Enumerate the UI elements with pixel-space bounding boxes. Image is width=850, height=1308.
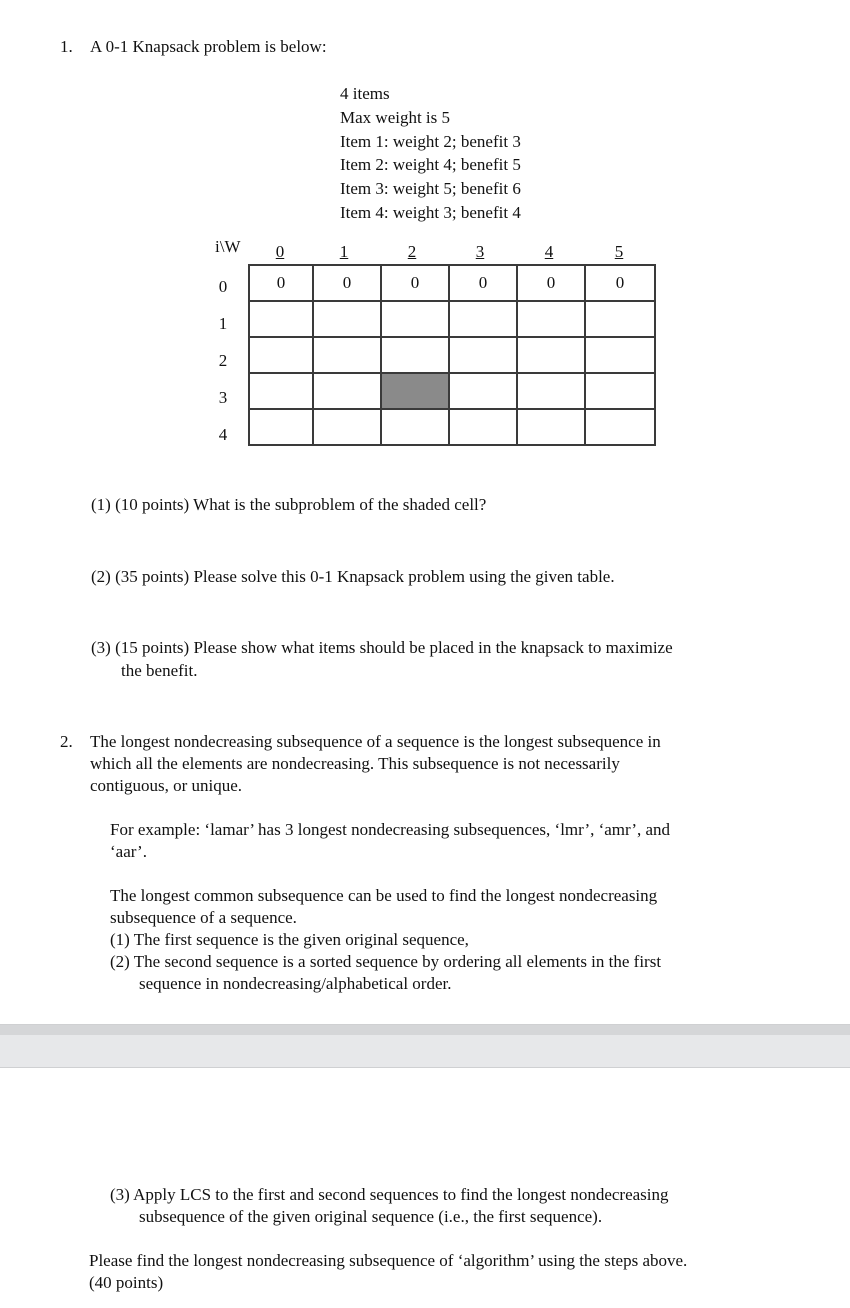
table-cell-r1-c2 (381, 301, 449, 337)
q2-intro-line-3: contiguous, or unique. (90, 776, 243, 795)
q1-number: 1. (60, 37, 73, 56)
row-header-2: 2 (218, 351, 228, 370)
q2-step-3-line-2: subsequence of the given original sequence (i.e., the first sequence). (139, 1207, 603, 1226)
table-cell-r2-c0 (249, 337, 313, 373)
table-cell-r4-c5 (585, 409, 655, 445)
q1-part-3: (3) (15 points) Please show what items should be placed in the knapsack to maximize (91, 638, 673, 657)
table-cell-r3-c4 (517, 373, 585, 409)
q2-lcs-line-1: The longest common subsequence can be used to find the longest nondecreasing (110, 886, 658, 905)
table-cell-r4-c1 (313, 409, 381, 445)
table-cell-r1-c3 (449, 301, 517, 337)
q2-lcs-step-2-cont: sequence in nondecreasing/alphabetical order. (139, 974, 452, 993)
table-cell-r3-c3 (449, 373, 517, 409)
table-cell-r2-c4 (517, 337, 585, 373)
q1-specs (340, 83, 521, 226)
table-row (249, 337, 655, 373)
table-cell-r2-c2 (381, 337, 449, 373)
table-cell-r0-c5: 0 (585, 265, 655, 301)
table-row (249, 409, 655, 445)
table-cell-r4-c2 (381, 409, 449, 445)
col-header-2: 2 (407, 242, 417, 261)
table-cell-r0-c4: 0 (517, 265, 585, 301)
knapsack-table (248, 264, 656, 446)
table-cell-r4-c4 (517, 409, 585, 445)
table-cell-r0-c2: 0 (381, 265, 449, 301)
page-separator (0, 1024, 850, 1068)
table-cell-r2-c3 (449, 337, 517, 373)
q2-example-line-2: ‘aar’. (110, 842, 147, 861)
table-row (249, 265, 655, 301)
q2-example-line-1: For example: ‘lamar’ has 3 longest nondecreasing subsequences, ‘lmr’, ‘amr’, and (110, 820, 671, 839)
col-header-3: 3 (475, 242, 485, 261)
q1-title: A 0-1 Knapsack problem is below: (90, 37, 327, 56)
spec-max-weight: Max weight is 5 (340, 107, 451, 127)
table-cell-r3-c1 (313, 373, 381, 409)
q2-step-3-line-1: (3) Apply LCS to the first and second sequences to find the longest nondecreasing (110, 1185, 669, 1204)
table-cell-r0-c3: 0 (449, 265, 517, 301)
table-cell-r2-c5 (585, 337, 655, 373)
col-header-1: 1 (339, 242, 349, 261)
table-cell-r1-c0 (249, 301, 313, 337)
table-cell-r1-c5 (585, 301, 655, 337)
table-cell-r1-c4 (517, 301, 585, 337)
spec-item-2: Item 2: weight 4; benefit 5 (340, 155, 521, 175)
q2-final-line-2: (40 points) (89, 1273, 164, 1292)
q2-lcs-step-1: (1) The first sequence is the given original sequence, (110, 930, 469, 949)
spec-items: 4 items (340, 84, 390, 103)
table-cell-r3-c0 (249, 373, 313, 409)
row-header-3: 3 (218, 388, 228, 407)
table-cell-r0-c0: 0 (249, 265, 313, 301)
shaded-cell (381, 373, 449, 409)
table-cell-r2-c1 (313, 337, 381, 373)
row-header-0: 0 (218, 277, 228, 296)
row-header-4: 4 (218, 425, 228, 444)
table-cell-r1-c1 (313, 301, 381, 337)
table-cell-r0-c1: 0 (313, 265, 381, 301)
table-row (249, 301, 655, 337)
table-cell-r4-c3 (449, 409, 517, 445)
spec-item-4: Item 4: weight 3; benefit 4 (340, 202, 521, 222)
q2-number: 2. (60, 732, 73, 751)
col-header-0: 0 (275, 242, 285, 261)
col-header-5: 5 (614, 242, 624, 261)
q2-intro-line-1: The longest nondecreasing subsequence of a sequence is the longest subsequence in (90, 732, 661, 751)
table-cell-r3-c5 (585, 373, 655, 409)
q2-intro-line-2: which all the elements are nondecreasing. This subsequence is not necessarily (90, 754, 620, 773)
q1-part-2: (2) (35 points) Please solve this 0-1 Knapsack problem using the given table. (91, 567, 615, 586)
spec-item-3: Item 3: weight 5; benefit 6 (340, 179, 521, 199)
col-header-4: 4 (544, 242, 554, 261)
spec-item-1: Item 1: weight 2; benefit 3 (340, 131, 521, 151)
q2-lcs-step-2: (2) The second sequence is a sorted sequence by ordering all elements in the first (110, 952, 662, 971)
table-corner-label: i\W (215, 237, 241, 256)
q2-final-line-1: Please find the longest nondecreasing subsequence of ‘algorithm’ using the steps above. (89, 1251, 688, 1270)
table-cell-r4-c0 (249, 409, 313, 445)
table-row (249, 373, 655, 409)
q1-part-1: (1) (10 points) What is the subproblem of the shaded cell? (91, 495, 487, 514)
row-header-1: 1 (218, 314, 228, 333)
q2-lcs-line-2: subsequence of a sequence. (110, 908, 297, 927)
q1-part-3-cont: the benefit. (121, 661, 198, 680)
